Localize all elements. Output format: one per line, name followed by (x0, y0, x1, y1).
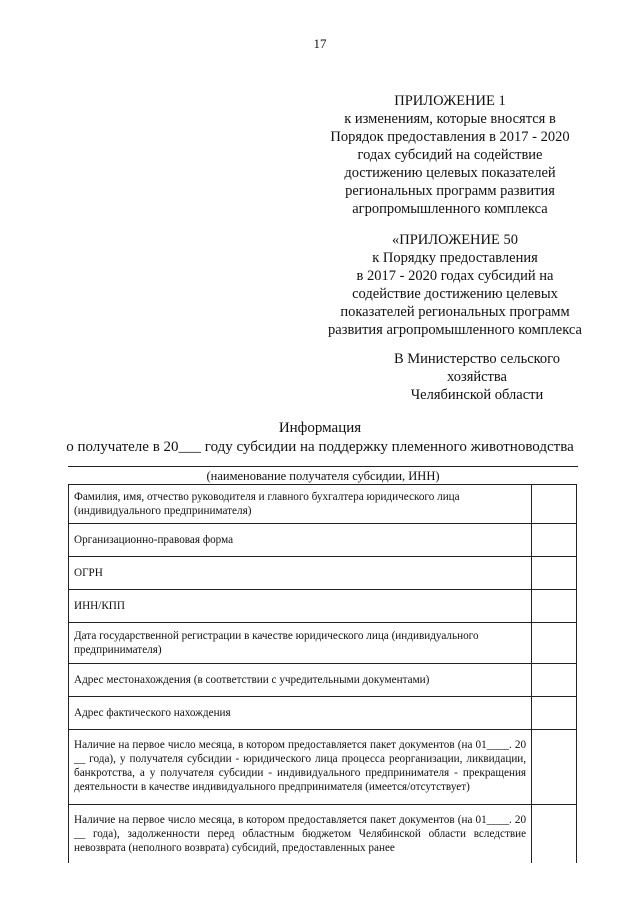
row-value-cell[interactable] (532, 664, 577, 697)
row-value-cell[interactable] (532, 557, 577, 590)
recipient-name-line (68, 466, 578, 467)
appendix-50-line: к Порядку предоставления (372, 250, 538, 266)
page-number: 17 (313, 36, 327, 51)
appendix-50-line: «ПРИЛОЖЕНИЕ 50 (392, 232, 518, 248)
row-value-cell[interactable] (532, 524, 577, 557)
appendix-1-line: ПРИЛОЖЕНИЕ 1 (394, 93, 506, 109)
table-row (69, 730, 577, 805)
row-label: Организационно-правовая форма (69, 524, 532, 557)
row-value-cell[interactable] (532, 697, 577, 730)
row-label: ОГРН (69, 557, 532, 590)
appendix-1-line: агропромышленного комплекса (352, 201, 548, 217)
row-label: Адрес местонахождения (в соответствии с учредительными документами) (69, 664, 532, 697)
recipient-name-caption: (наименование получателя субсидии, ИНН) (206, 469, 440, 483)
appendix-1-line: годах субсидий на содействие (357, 147, 543, 163)
row-value-cell[interactable] (532, 623, 577, 664)
table-row (69, 623, 577, 664)
row-label: Наличие на первое число месяца, в котором предоставляется пакет документов (на 01____. 20 __ года), задолженности перед областным бюджетом Челябинской области вследствие невозврата (неполного возврата) субсидий, предоставленных ранее (69, 805, 532, 864)
row-label: Дата государственной регистрации в качестве юридического лица (индивидуального предпринимателя) (69, 623, 532, 664)
appendix-50-line: развития агропромышленного комплекса (328, 322, 582, 338)
recipient-line: Челябинской области (410, 387, 544, 403)
row-label: Фамилия, имя, отчество руководителя и главного бухгалтера юридического лица (индивидуального предпринимателя) (69, 485, 532, 524)
row-value-cell[interactable] (532, 590, 577, 623)
recipient-block (362, 350, 592, 404)
appendix-1-line: достижению целевых показателей (344, 165, 556, 181)
table-row (69, 524, 577, 557)
table-row (69, 485, 577, 524)
appendix-50-line: содействие достижению целевых (352, 286, 558, 302)
row-label: Наличие на первое число месяца, в котором предоставляется пакет документов (на 01____. 20 __ года), у получателя субсидии - юридического лица процесса реорганизации, ликвидации, банкротства, а у получателя субсидии - индивидуального предпринимателя - прекращения деятельности в качестве индивидуального предпринимателя (имеется/отсутствует) (69, 730, 532, 805)
appendix-1-line: Порядок предоставления в 2017 - 2020 (330, 129, 570, 145)
row-label: ИНН/КПП (69, 590, 532, 623)
recipient-line: хозяйства (447, 369, 507, 385)
appendix-50-header (305, 231, 605, 339)
appendix-1-header (300, 92, 600, 218)
info-subtitle: о получателе в 20___ году субсидии на поддержку племенного животноводства (66, 439, 574, 455)
table-row (69, 697, 577, 730)
row-label: Адрес фактического нахождения (69, 697, 532, 730)
appendix-1-line: к изменениям, которые вносятся в (344, 111, 556, 127)
recipient-line: В Министерство сельского (393, 351, 561, 367)
table-row (69, 557, 577, 590)
appendix-1-line: региональных программ развития (345, 183, 555, 199)
row-value-cell[interactable] (532, 805, 577, 864)
info-title: Информация (278, 420, 362, 436)
table-row (69, 805, 577, 864)
table-row (69, 590, 577, 623)
appendix-50-line: в 2017 - 2020 годах субсидий на (356, 268, 554, 284)
row-value-cell[interactable] (532, 730, 577, 805)
appendix-50-line: показателей региональных программ (340, 304, 570, 320)
info-table (68, 484, 577, 863)
row-value-cell[interactable] (532, 485, 577, 524)
table-row (69, 664, 577, 697)
